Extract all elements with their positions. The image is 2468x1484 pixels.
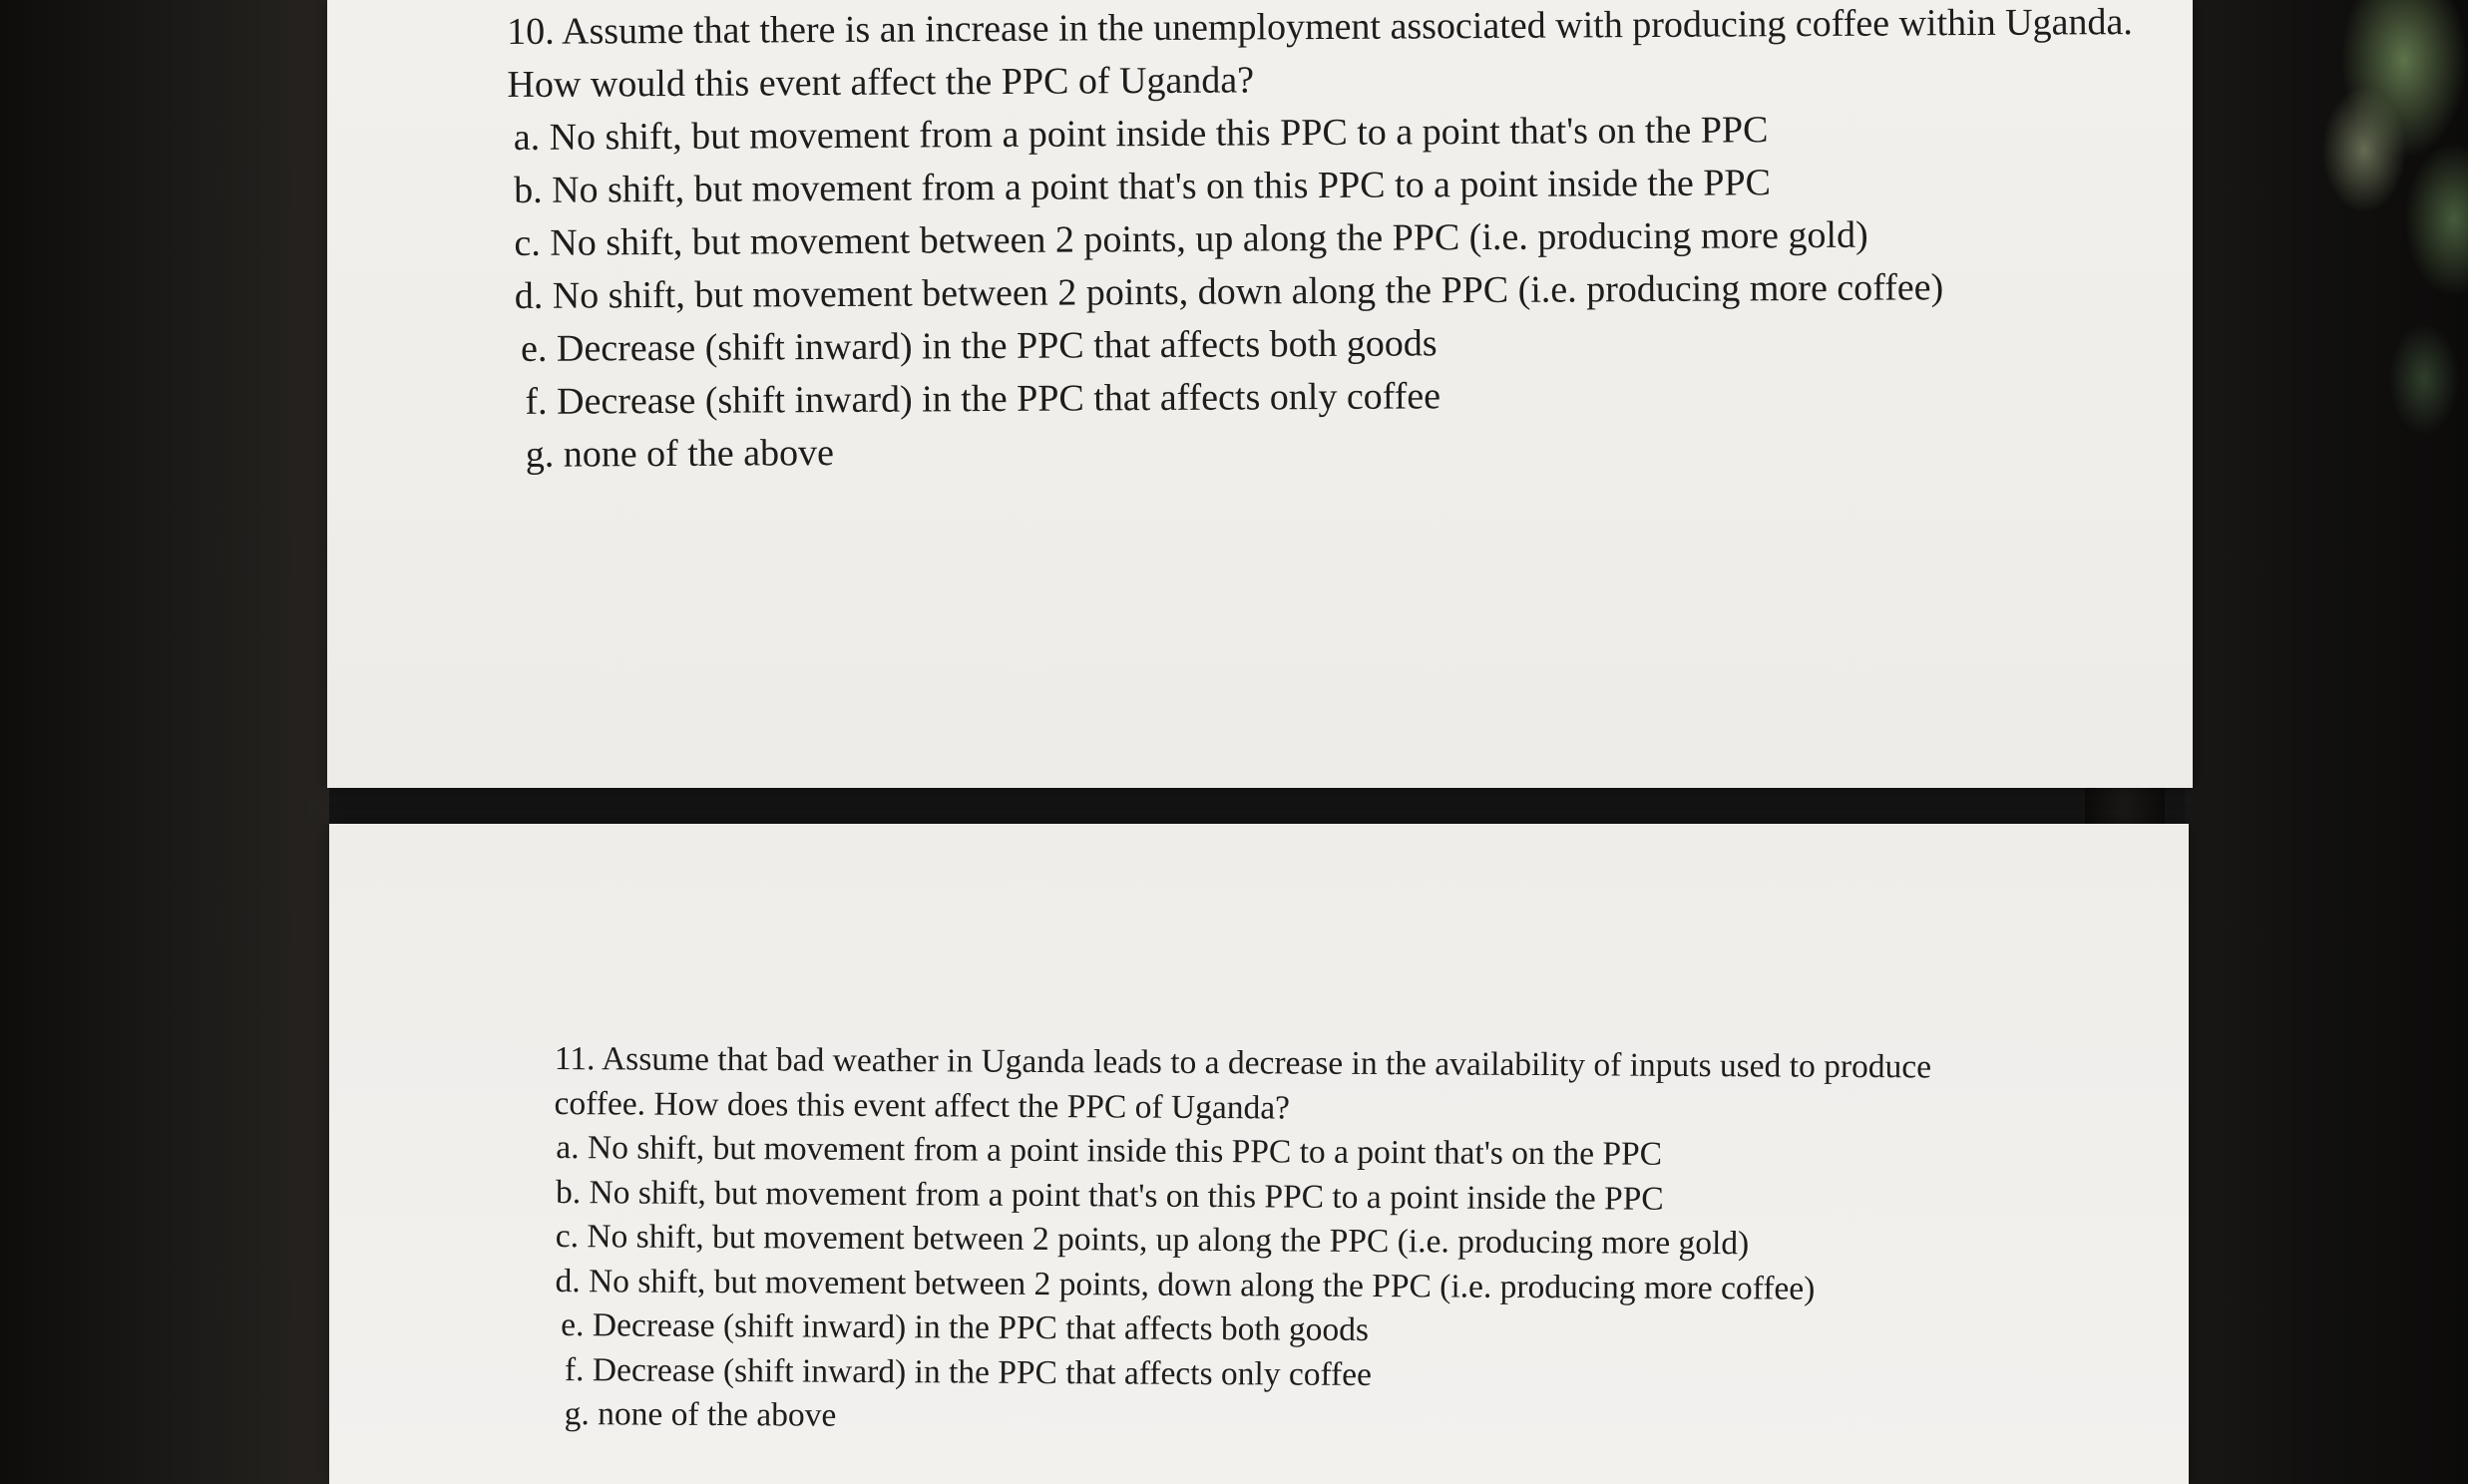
question-10-option-e[interactable]: e. Decrease (shift inward) in the PPC that affects both goods	[520, 322, 1438, 370]
background-left	[0, 0, 329, 1484]
question-11-option-c[interactable]: c. No shift, but movement between 2 points, up along the PPC (i.e. producing more gold)	[555, 1218, 1750, 1263]
question-11-stem: 11. Assume that bad weather in Uganda leads to a decrease in the availability of inputs used to produce coffee. How does this event affect the PPC of Uganda?	[554, 1040, 1932, 1127]
question-11-option-a[interactable]: a. No shift, but movement from a point inside this PPC to a point that's on the PPC	[556, 1129, 1663, 1173]
question-11-option-e[interactable]: e. Decrease (shift inward) in the PPC that affects both goods	[561, 1306, 1370, 1348]
question-11-option-f[interactable]: f. Decrease (shift inward) in the PPC that affects only coffee	[564, 1350, 1373, 1393]
question-10-option-c[interactable]: c. No shift, but movement between 2 points, up along the PPC (i.e. producing more gold)	[514, 213, 1868, 264]
question-10	[507, 0, 2146, 482]
question-11-option-g[interactable]: g. none of the above	[564, 1395, 837, 1434]
question-11-option-d[interactable]: d. No shift, but movement between 2 points, down along the PPC (i.e. producing more coffee)	[555, 1262, 1816, 1307]
question-10-option-b[interactable]: b. No shift, but movement from a point that's on this PPC to a point inside the PPC	[514, 162, 1772, 211]
question-10-option-f[interactable]: f. Decrease (shift inward) in the PPC that affects only coffee	[525, 375, 1441, 423]
question-11	[553, 1037, 2031, 1446]
question-11-option-b[interactable]: b. No shift, but movement from a point that's on this PPC to a point inside the PPC	[555, 1173, 1664, 1218]
question-11-options	[555, 1126, 2031, 1446]
question-10-options	[514, 102, 2146, 482]
question-10-option-d[interactable]: d. No shift, but movement between 2 points, down along the PPC (i.e. producing more coffee)	[514, 266, 1944, 317]
question-10-stem: 10. Assume that there is an increase in the unemployment associated with producing coffee within Uganda. How would this event affect the PPC of Uganda?	[507, 1, 2133, 106]
plant-leaves	[2175, 0, 2468, 598]
question-10-option-g[interactable]: g. none of the above	[525, 432, 835, 476]
question-10-option-a[interactable]: a. No shift, but movement from a point inside this PPC to a point that's on the PPC	[513, 109, 1769, 159]
